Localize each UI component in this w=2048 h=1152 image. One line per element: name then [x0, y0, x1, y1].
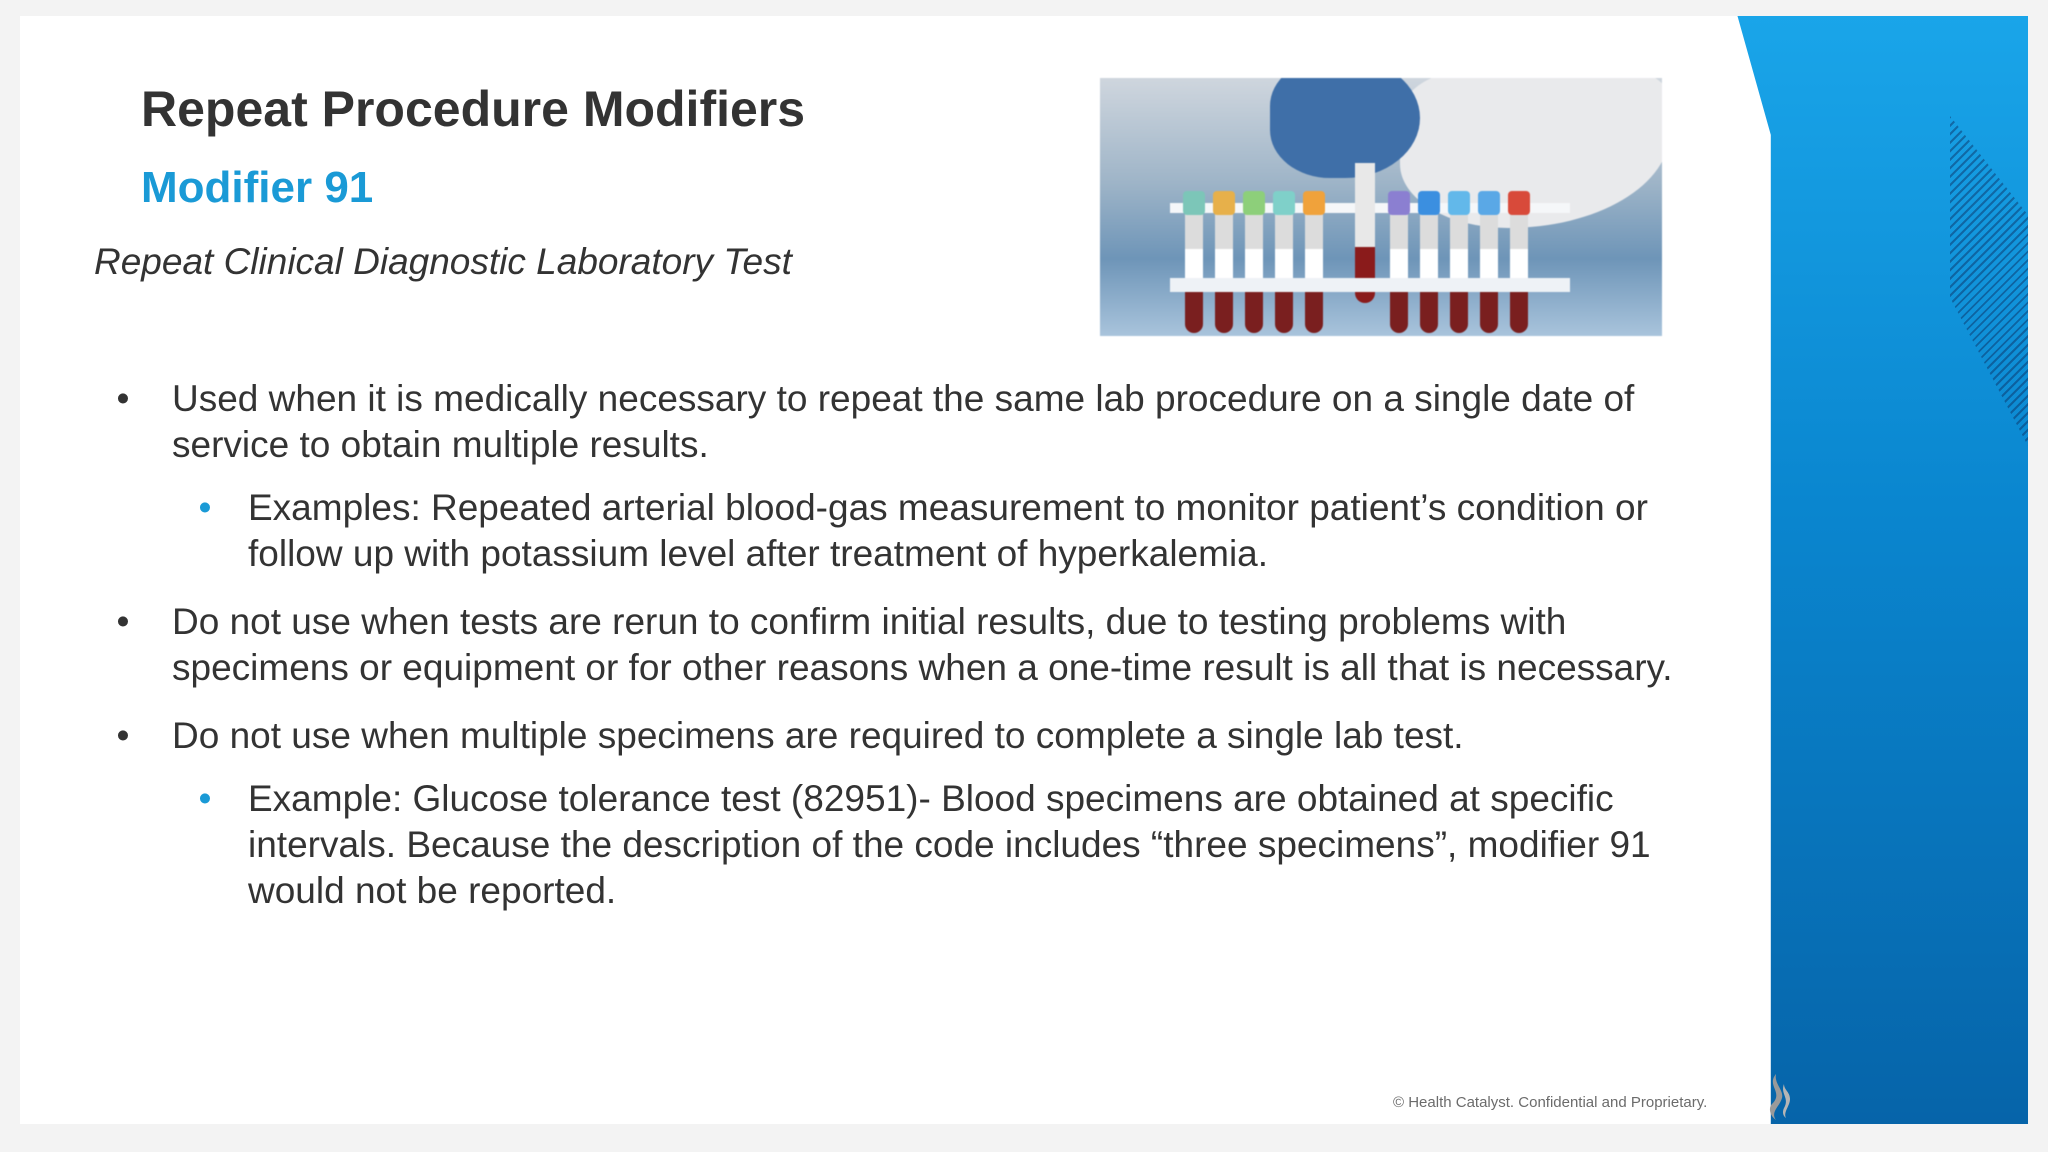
test-tube: [1185, 213, 1203, 333]
bullet-list: [90, 376, 1730, 914]
rack-base: [1170, 278, 1570, 292]
slide: [20, 16, 2028, 1124]
lab-test-tubes-image: [1100, 78, 1662, 336]
bullet-item: [90, 376, 1730, 468]
bullet-icon: •: [116, 378, 130, 419]
bullet-text: Do not use when tests are rerun to confirm initial results, due to testing problems with specimens or equipment or for other reasons when a one-time result is all that is necessary.: [172, 601, 1673, 688]
bullet-text: Used when it is medically necessary to repeat the same lab procedure on a single date of service to obtain multiple results.: [172, 378, 1635, 465]
bullet-icon: •: [116, 601, 130, 642]
flame-logo-icon: [1762, 1072, 1792, 1122]
test-tube: [1215, 213, 1233, 333]
bullet-item: [90, 599, 1730, 691]
glove-shape: [1270, 78, 1420, 178]
sub-bullet-text: Example: Glucose tolerance test (82951)- Blood specimens are obtained at specific intervals. Because the description of the code includes “three specimens”, modifier 91 would not be reported.: [248, 778, 1651, 911]
footer-copyright: © Health Catalyst. Confidential and Proprietary.: [1393, 1094, 1708, 1111]
sub-bullet-icon: •: [198, 778, 212, 819]
sub-bullet-text: Examples: Repeated arterial blood-gas measurement to monitor patient’s condition or follow up with potassium level after treatment of hyperkalemia.: [248, 487, 1648, 574]
italic-heading: Repeat Clinical Diagnostic Laboratory Test: [94, 241, 792, 282]
bullet-text: Do not use when multiple specimens are required to complete a single lab test.: [172, 715, 1464, 756]
test-tube: [1510, 213, 1528, 333]
bullet-item: [90, 713, 1730, 759]
test-tube: [1390, 213, 1408, 333]
test-tube: [1420, 213, 1438, 333]
test-tube: [1275, 213, 1293, 333]
slide-subtitle: Modifier 91: [141, 163, 374, 212]
test-tube: [1245, 213, 1263, 333]
sub-bullet-item: [90, 776, 1730, 914]
test-tube: [1450, 213, 1468, 333]
slide-title: Repeat Procedure Modifiers: [141, 81, 806, 137]
test-tube: [1305, 213, 1323, 333]
sub-bullet-icon: •: [198, 487, 212, 528]
bullet-icon: •: [116, 715, 130, 756]
test-tube: [1480, 213, 1498, 333]
sub-bullet-item: [90, 485, 1730, 577]
